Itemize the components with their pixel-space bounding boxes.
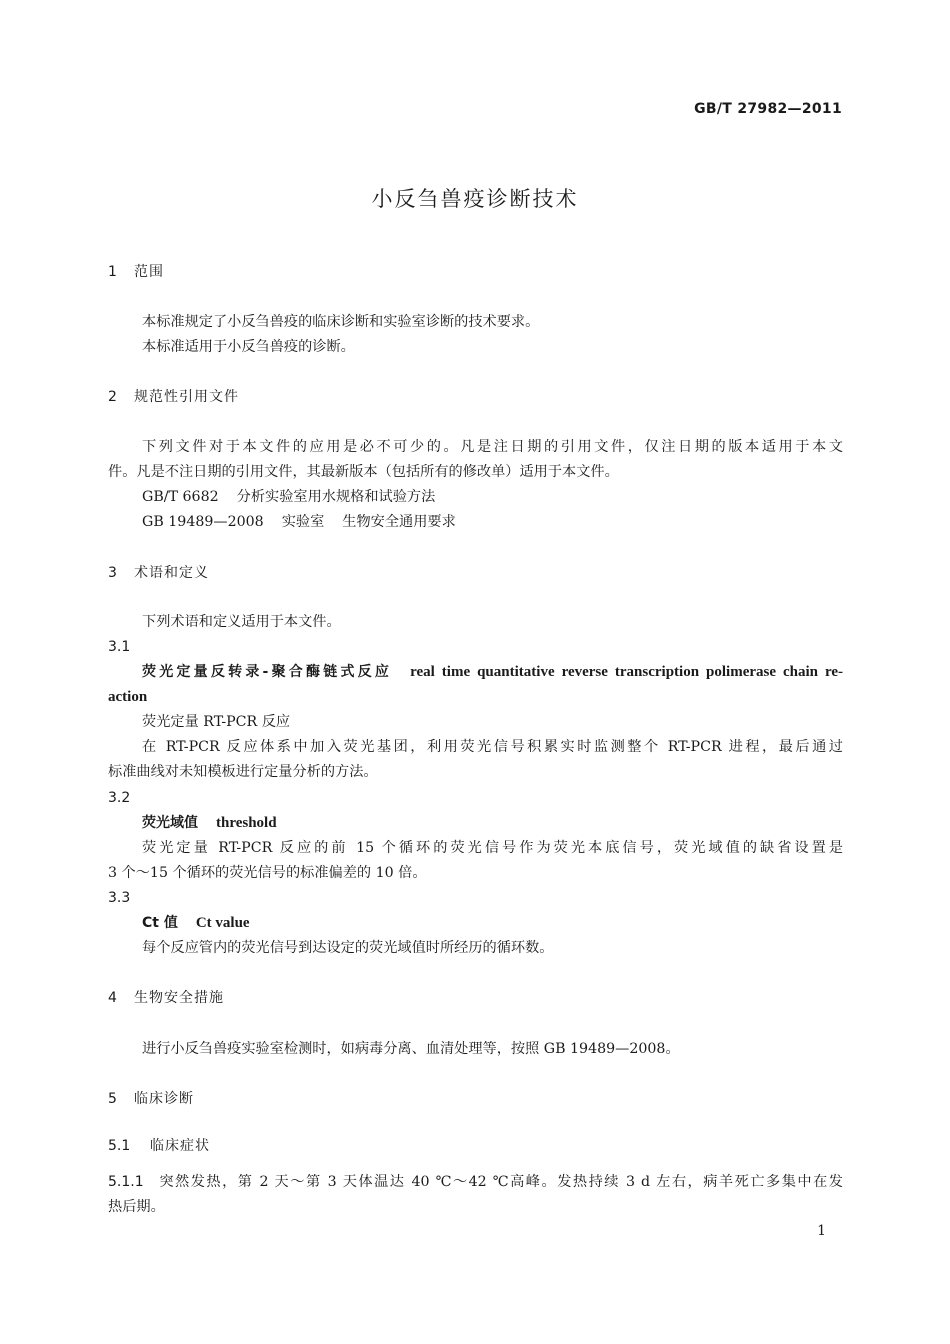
term-en: real time quantitative reverse transcription polimerase chain re- bbox=[410, 664, 843, 680]
section-3-heading bbox=[108, 563, 843, 583]
term-definition-line-1: 荧光定量 RT-PCR 反应的前 15 个循环的荧光信号作为荧光本底信号，荧光域值的缺省设置是 bbox=[142, 840, 843, 856]
reference-code: GB/T 6682 bbox=[142, 489, 219, 505]
subsection-number: 5.1 bbox=[108, 1138, 131, 1154]
section-title: 范围 bbox=[134, 264, 164, 280]
term-zh: Ct 值 bbox=[142, 915, 178, 931]
section-number: 1 bbox=[108, 264, 117, 280]
sec4-paragraph-1: 进行小反刍兽疫实验室检测时，如病毒分离、血清处理等，按照 GB 19489—2008。 bbox=[142, 1041, 680, 1057]
subsection-title: 临床症状 bbox=[150, 1138, 210, 1154]
clause-text: 突然发热，第 2 天～第 3 天体温达 40 ℃～42 ℃高峰。发热持续 3 d 左右，病羊死亡多集中在发 bbox=[157, 1174, 843, 1190]
reference-title-part: 生物安全通用要求 bbox=[342, 514, 456, 530]
term-definition: 每个反应管内的荧光信号到达设定的荧光域值时所经历的循环数。 bbox=[142, 940, 554, 956]
term-number: 3.2 bbox=[108, 790, 131, 806]
section-title: 临床诊断 bbox=[134, 1091, 194, 1107]
term-en: threshold bbox=[216, 815, 277, 831]
term-heading bbox=[142, 913, 843, 933]
section-5-heading bbox=[108, 1089, 843, 1109]
sec1-paragraph-2: 本标准适用于小反刍兽疫的诊断。 bbox=[142, 339, 355, 355]
sec1-paragraph-1: 本标准规定了小反刍兽疫的临床诊断和实验室诊断的技术要求。 bbox=[142, 314, 540, 330]
normative-reference-1 bbox=[142, 487, 843, 507]
sec3-paragraph-1: 下列术语和定义适用于本文件。 bbox=[142, 614, 341, 630]
section-4-heading bbox=[108, 988, 843, 1008]
document-title: 小反刍兽疫诊断技术 bbox=[371, 187, 579, 211]
term-heading bbox=[142, 813, 843, 833]
term-en-continued: action bbox=[108, 689, 148, 705]
term-definition-line-2: 3 个～15 个循环的荧光信号的标准偏差的 10 倍。 bbox=[108, 865, 427, 881]
section-title: 规范性引用文件 bbox=[134, 389, 239, 405]
clause-5-1-1-line-1 bbox=[108, 1172, 843, 1192]
term-definition-line-1: 在 RT-PCR 反应体系中加入荧光基团，利用荧光信号积累实时监测整个 RT-PCR 进程，最后通过 bbox=[142, 739, 843, 755]
sec2-paragraph-line-2: 件。凡是不注日期的引用文件，其最新版本（包括所有的修改单）适用于本文件。 bbox=[108, 464, 619, 480]
section-number: 4 bbox=[108, 990, 117, 1006]
term-definition-line-2: 标准曲线对未知模板进行定量分析的方法。 bbox=[108, 764, 378, 780]
reference-title-part: 实验室 bbox=[281, 514, 325, 530]
clause-number: 5.1.1 bbox=[108, 1174, 144, 1190]
section-number: 5 bbox=[108, 1091, 117, 1107]
term-abbreviation: 荧光定量 RT-PCR 反应 bbox=[142, 714, 291, 730]
reference-code: GB 19489—2008 bbox=[142, 514, 264, 530]
section-2-heading bbox=[108, 387, 843, 407]
term-en: Ct value bbox=[195, 915, 250, 931]
section-title: 生物安全措施 bbox=[134, 990, 224, 1006]
section-title: 术语和定义 bbox=[134, 565, 209, 581]
section-1-heading bbox=[108, 262, 843, 282]
term-zh: 荧光定量反转录-聚合酶链式反应 bbox=[142, 664, 393, 680]
page-number: 1 bbox=[817, 1223, 826, 1239]
standard-number: GB/T 27982—2011 bbox=[694, 101, 842, 117]
clause-5-1-1-line-2: 热后期。 bbox=[108, 1199, 165, 1215]
subsection-5-1-heading bbox=[108, 1136, 843, 1156]
term-number: 3.3 bbox=[108, 890, 131, 906]
sec2-paragraph-line-1: 下列文件对于本文件的应用是必不可少的。凡是注日期的引用文件，仅注日期的版本适用于本文 bbox=[142, 439, 843, 455]
section-number: 3 bbox=[108, 565, 117, 581]
reference-title: 分析实验室用水规格和试验方法 bbox=[236, 489, 436, 505]
section-number: 2 bbox=[108, 389, 117, 405]
normative-reference-2 bbox=[142, 512, 843, 532]
term-number: 3.1 bbox=[108, 639, 131, 655]
term-heading bbox=[142, 662, 843, 682]
term-zh: 荧光域值 bbox=[142, 815, 198, 831]
